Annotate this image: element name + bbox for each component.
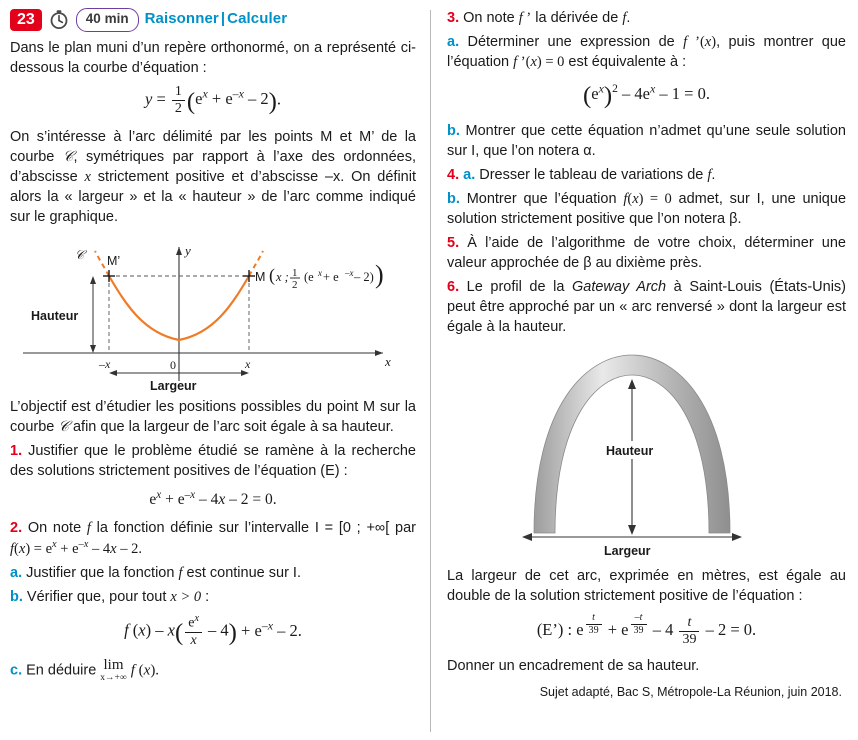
question-2a bbox=[10, 563, 416, 583]
left-column bbox=[10, 8, 430, 734]
competency-raisonner: Raisonner bbox=[144, 10, 219, 28]
question-2b-formula: f (x) – x( $\frac{e^x}{x}$ – $4) + e^{-x} - 2$. bbox=[124, 613, 302, 648]
intro-p2-part2: , symétriques par rapport à l’axe des ordonnées, d’abscisse bbox=[10, 148, 416, 185]
question-2b-text: Vérifier que, pour tout bbox=[22, 589, 171, 606]
objective-paragraph bbox=[10, 397, 416, 437]
question-4b-label: b. bbox=[447, 191, 460, 208]
point-m-paren-open: ( bbox=[269, 264, 275, 285]
curve-symbol-inline: 𝒞 bbox=[62, 148, 74, 165]
question-2a-text2: est continue sur I. bbox=[182, 565, 301, 582]
question-2b-condition: x > 0 bbox=[170, 589, 202, 606]
limit-top: lim bbox=[103, 657, 124, 674]
question-1-number: 1. bbox=[10, 442, 23, 459]
objective-part1: L’objectif est d’étudier les positions possibles du point M sur la courbe bbox=[10, 398, 416, 435]
equation-derivative: $(e^x)^2 - 4e^x - 1 = 0$. bbox=[583, 81, 710, 109]
equation-E-prime: (E’) : e $^{\frac{t}{39}}$ + e $^{\frac{-t}{39}}$ – 4 $\frac{t}{39}$ – 2 = 0. bbox=[536, 612, 757, 647]
question-2-text-a: On note bbox=[22, 520, 87, 537]
exercise-number-badge: 23 bbox=[10, 9, 42, 32]
competencies bbox=[145, 9, 288, 30]
duration-badge: 40 min bbox=[76, 8, 139, 32]
intro-paragraph-2 bbox=[10, 127, 416, 227]
arch-width-paragraph: La largeur de cet arc, exprimée en mètres, est égale au double de la solution strictement positive de l’équation : bbox=[447, 568, 846, 605]
question-3-number: 3. bbox=[447, 10, 460, 26]
question-3a: a. Déterminer une expression de f ’(x), puis montrer que l’équation f ’(x) = 0 est équivalente à : bbox=[447, 34, 846, 70]
arch-hauteur-label: Hauteur bbox=[605, 444, 653, 459]
intro-p2-part1: On s’intéresse à l’arc délimité par les points M et M’ de la courbe bbox=[10, 128, 416, 165]
largeur-label: Largeur bbox=[150, 378, 197, 393]
question-5-text: À l’aide de l’algorithme de votre choix, déterminer une valeur approchée de β au dixième près. bbox=[447, 235, 846, 272]
question-5 bbox=[447, 233, 846, 273]
curve-symbol-inline-2: 𝒞 bbox=[58, 418, 69, 435]
svg-text:– 2): – 2) bbox=[354, 269, 374, 284]
curve-label: 𝒞 bbox=[75, 247, 85, 262]
svg-text:(e: (e bbox=[304, 269, 314, 284]
question-2b bbox=[10, 587, 416, 607]
point-m-coordinates: x ; bbox=[276, 269, 289, 284]
exercise-header bbox=[10, 8, 416, 32]
question-2-text-b: la fonction définie sur l’intervalle I = [0 ; +∞[ par bbox=[90, 520, 416, 537]
axis-label-y: y bbox=[185, 242, 191, 258]
question-4a-label: a. bbox=[463, 167, 476, 184]
question-2 bbox=[10, 518, 416, 559]
svg-text:x: x bbox=[318, 267, 322, 278]
competency-separator: | bbox=[220, 10, 226, 28]
question-2a-label: a. bbox=[10, 565, 23, 582]
point-m-label: M bbox=[255, 269, 266, 284]
right-column bbox=[431, 8, 846, 734]
point-m-prime-label: M’ bbox=[107, 253, 121, 268]
function-f-2: f bbox=[178, 565, 183, 582]
question-6-number: 6. bbox=[447, 279, 460, 296]
hauteur-label: Hauteur bbox=[31, 308, 79, 323]
question-6 bbox=[447, 277, 846, 337]
question-2b-text2: : bbox=[201, 589, 210, 606]
svg-text:2: 2 bbox=[292, 278, 298, 291]
axis-origin-label: 0 bbox=[170, 357, 176, 372]
intro-paragraph-1: Dans le plan muni d’un repère orthonormé, on a représenté ci-dessous la courbe d’équation : bbox=[10, 39, 416, 76]
question-6-text-b: à Saint-Louis (États-Unis) peut être approché par un « arc renversé » dont la largeur est égale à la hauteur. bbox=[447, 279, 846, 336]
graph-figure bbox=[10, 233, 416, 393]
question-2-number: 2. bbox=[10, 520, 23, 537]
intro-p2-variable: x bbox=[84, 168, 91, 185]
arch-largeur-label: Largeur bbox=[603, 544, 651, 559]
source-caption: Sujet adapté, Bac S, Métropole-La Réunion, juin 2018. bbox=[539, 685, 842, 700]
svg-text:+ e: + e bbox=[323, 269, 339, 284]
intro-p2-part3: strictement positive et d’abscisse –x. On définit alors la « largeur » et la « hauteur » de l’arc comme indiqué sur le graphique. bbox=[10, 168, 416, 225]
svg-text:1: 1 bbox=[292, 266, 298, 279]
svg-text:–x: –x bbox=[345, 267, 354, 278]
equation-E: $e^x + e^{-x} - 4x - 2 = 0$. bbox=[149, 488, 277, 508]
limit-operator bbox=[100, 658, 126, 683]
question-4b: b. Montrer que l’équation f(x) = 0 admet, sur I, une unique solution strictement positive que l’on notera β. bbox=[447, 191, 847, 228]
two-column-layout bbox=[10, 8, 848, 734]
question-2c-text: En déduire bbox=[22, 662, 101, 679]
curve-equation: y = $\frac{1}{2}$ $(e^x + e^{-x} - 2)$. bbox=[145, 84, 281, 116]
objective-part2: afin que la largeur de l’arc soit égale à sa hauteur. bbox=[68, 418, 394, 435]
function-f-1: f bbox=[86, 520, 91, 537]
question-1 bbox=[10, 441, 416, 481]
arch-figure bbox=[447, 345, 846, 560]
question-2-definition: $f(x) = e^x + e^{-x} - 4x - 2$. bbox=[10, 539, 142, 558]
tick-minus-x: –x bbox=[99, 356, 111, 371]
question-2c bbox=[10, 658, 416, 683]
question-4-number: 4. bbox=[447, 167, 460, 184]
question-3: 3. On note f ’ la dérivée de f. bbox=[447, 10, 631, 26]
axis-label-x: x bbox=[385, 353, 391, 369]
limit-bottom: x→+∞ bbox=[100, 673, 127, 684]
question-4a: 4. a. Dresser le tableau de variations de f. bbox=[447, 167, 716, 184]
question-5-number: 5. bbox=[447, 235, 460, 252]
tick-plus-x: x bbox=[245, 356, 251, 371]
closing-instruction: Donner un encadrement de sa hauteur. bbox=[447, 658, 700, 675]
question-2a-text: Justifier que la fonction bbox=[22, 565, 179, 582]
question-1-text: Justifier que le problème étudié se ramène à la recherche des solutions strictement positives de l’équation (E) : bbox=[10, 442, 416, 479]
limit-expression: f (x). bbox=[130, 662, 160, 679]
clock-icon bbox=[48, 9, 70, 31]
gateway-arch-name: Gateway Arch bbox=[572, 279, 667, 296]
question-6-text-a: Le profil de la bbox=[459, 279, 572, 296]
question-3a-label: a. bbox=[447, 34, 460, 50]
question-3b-label: b. bbox=[447, 123, 460, 140]
competency-calculer: Calculer bbox=[227, 10, 288, 28]
question-2b-label: b. bbox=[10, 589, 23, 606]
point-m-paren-close: ) bbox=[375, 259, 384, 289]
question-3b: b. Montrer que cette équation n’admet qu’une seule solution sur I, que l’on notera α. bbox=[447, 123, 846, 160]
question-2c-label: c. bbox=[10, 662, 23, 679]
